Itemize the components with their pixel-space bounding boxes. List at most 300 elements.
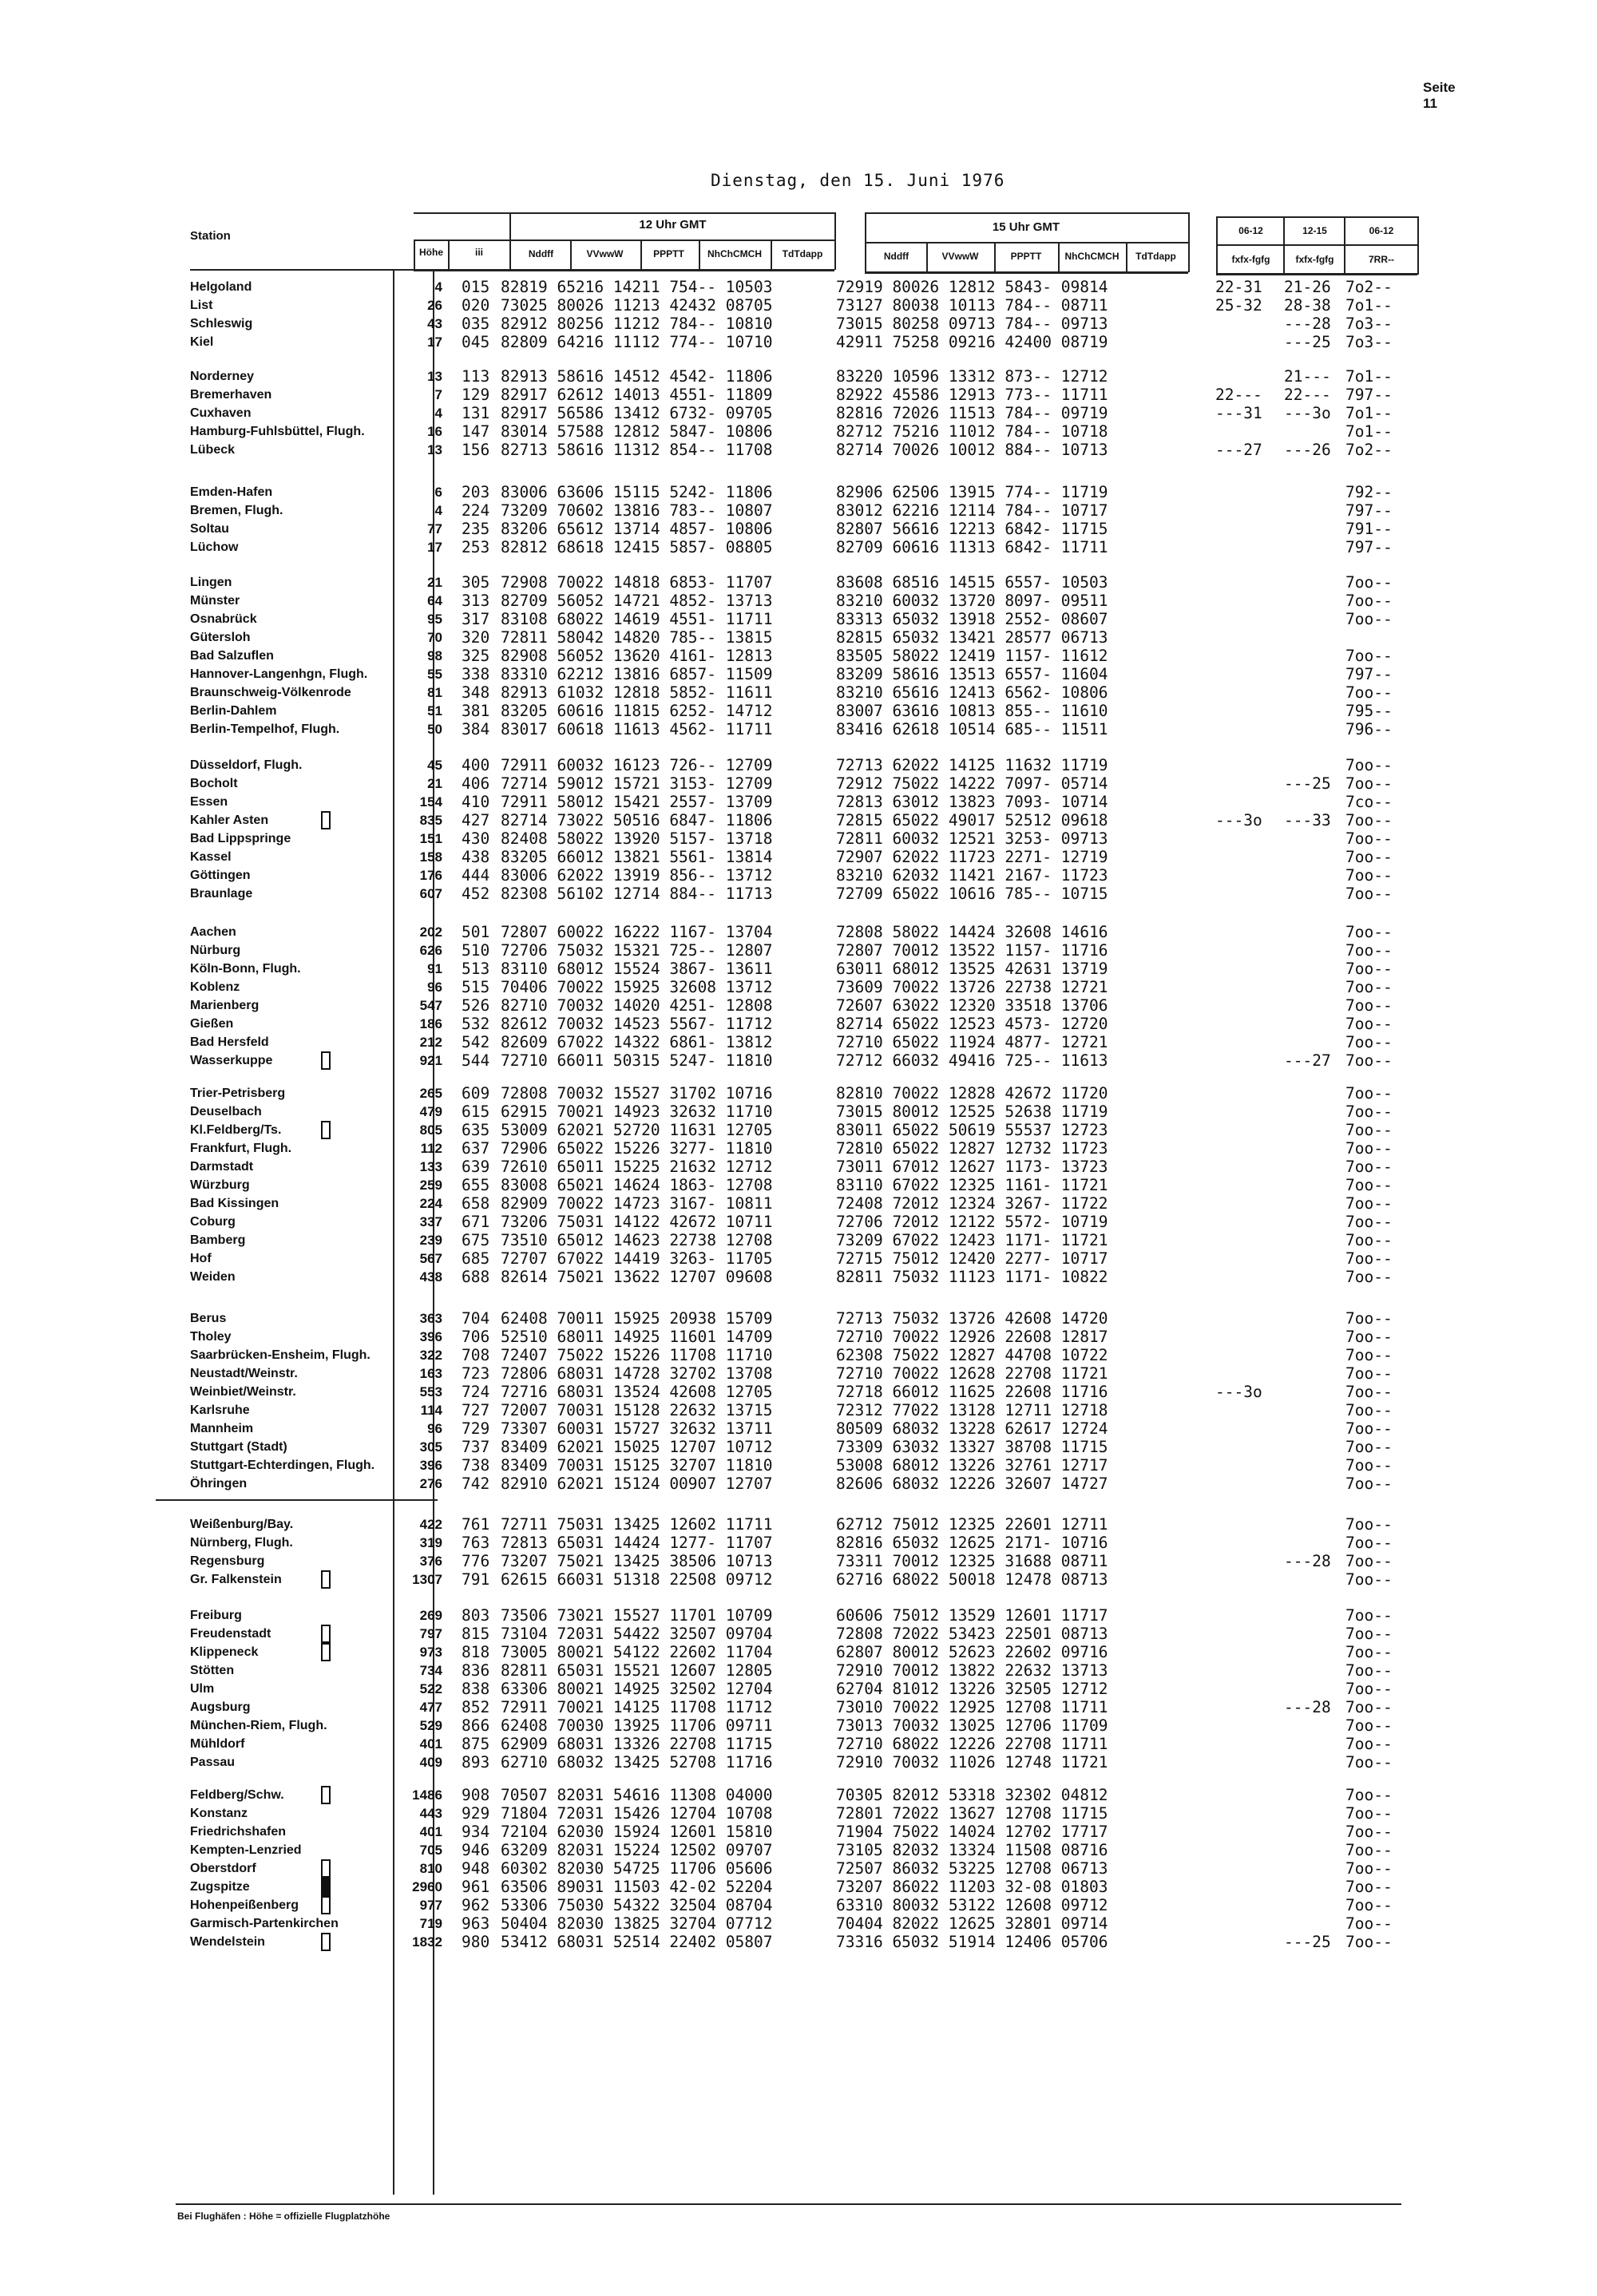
obs-15-gmt: 82807 56616 12213 6842- 11715 xyxy=(836,520,1108,538)
station-height: 224 xyxy=(419,1196,442,1211)
station-name: Osnabrück xyxy=(190,612,257,626)
station-name: Kiel xyxy=(190,335,214,349)
station-name: Augsburg xyxy=(190,1700,251,1714)
obs-12-gmt: 82809 64216 11112 774-- 10710 xyxy=(501,333,773,351)
extra-bot-col-1: fxfx-fgfg xyxy=(1295,254,1334,265)
precip-06-12: 7oo-- xyxy=(1345,1194,1393,1213)
obs-12-gmt: 73209 70602 13816 783-- 10807 xyxy=(501,501,773,520)
station-height: 805 xyxy=(419,1122,442,1138)
obs-12-gmt: 83110 68012 15524 3867- 13611 xyxy=(501,960,773,978)
station-number: 948 xyxy=(462,1859,490,1878)
precip-06-12: 7oo-- xyxy=(1345,1914,1393,1933)
precip-06-12: 7oo-- xyxy=(1345,1859,1393,1878)
table-row xyxy=(0,1084,1597,1102)
station-name: Aachen xyxy=(190,925,236,939)
square-icon xyxy=(321,1643,331,1661)
gust-12-15: 21--- xyxy=(1284,367,1331,386)
table-row xyxy=(0,996,1597,1015)
h15-col-3: NhChCMCH xyxy=(1064,251,1119,262)
station-number: 113 xyxy=(462,367,490,386)
h12-col-3: NhChCMCH xyxy=(707,248,762,259)
station-number: 929 xyxy=(462,1804,490,1823)
station-number: 406 xyxy=(462,774,490,793)
precip-06-12: 7o1-- xyxy=(1345,367,1393,386)
table-row xyxy=(0,1753,1597,1771)
station-name: Stuttgart-Echterdingen, Flugh. xyxy=(190,1459,375,1472)
station-number: 908 xyxy=(462,1786,490,1804)
station-number: 706 xyxy=(462,1328,490,1346)
precip-06-12: 795-- xyxy=(1345,702,1393,720)
station-number: 203 xyxy=(462,483,490,501)
station-number: 675 xyxy=(462,1231,490,1249)
station-group xyxy=(0,923,1597,1070)
station-name: Düsseldorf, Flugh. xyxy=(190,758,303,772)
precip-06-12: 7oo-- xyxy=(1345,647,1393,665)
gust-12-15: 22--- xyxy=(1284,386,1331,404)
table-row xyxy=(0,1194,1597,1213)
rule-line xyxy=(570,239,572,270)
table-row xyxy=(0,941,1597,960)
precip-06-12: 7o2-- xyxy=(1345,441,1393,459)
rule-line xyxy=(1188,242,1190,272)
table-row xyxy=(0,1364,1597,1383)
obs-15-gmt: 82709 60616 11313 6842- 11711 xyxy=(836,538,1108,556)
station-height: 319 xyxy=(419,1535,442,1550)
precip-06-12: 7oo-- xyxy=(1345,1534,1393,1552)
station-number: 738 xyxy=(462,1456,490,1475)
station-number: 639 xyxy=(462,1158,490,1176)
obs-15-gmt: 83012 62216 12114 784-- 10717 xyxy=(836,501,1108,520)
table-row xyxy=(0,1570,1597,1589)
obs-12-gmt: 83409 62021 15025 12707 10712 xyxy=(501,1438,773,1456)
rule-line xyxy=(1344,216,1345,275)
station-name: München-Riem, Flugh. xyxy=(190,1719,327,1732)
precip-06-12: 7oo-- xyxy=(1345,866,1393,885)
rule-line xyxy=(834,239,836,270)
table-row xyxy=(0,1158,1597,1176)
obs-15-gmt: 60606 75012 13529 12601 11717 xyxy=(836,1606,1108,1625)
station-height: 977 xyxy=(419,1898,442,1913)
station-number: 761 xyxy=(462,1515,490,1534)
gust-06-12: 22--- xyxy=(1215,386,1262,404)
station-height: 1832 xyxy=(412,1934,442,1950)
obs-12-gmt: 72911 58012 15421 2557- 13709 xyxy=(501,793,773,811)
station-number: 708 xyxy=(462,1346,490,1364)
station-number: 513 xyxy=(462,960,490,978)
obs-15-gmt: 73013 70032 13025 12706 11709 xyxy=(836,1716,1108,1735)
table-row xyxy=(0,1643,1597,1661)
station-number: 655 xyxy=(462,1176,490,1194)
obs-12-gmt: 83017 60618 11613 4562- 11711 xyxy=(501,720,773,738)
obs-12-gmt: 83205 66012 13821 5561- 13814 xyxy=(501,848,773,866)
precip-06-12: 791-- xyxy=(1345,520,1393,538)
obs-12-gmt: 62915 70021 14923 32632 11710 xyxy=(501,1102,773,1121)
rule-line xyxy=(176,2203,1401,2205)
rule-line xyxy=(1216,273,1417,275)
obs-15-gmt: 82811 75032 11123 1171- 10822 xyxy=(836,1268,1108,1286)
obs-12-gmt: 83006 62022 13919 856-- 13712 xyxy=(501,866,773,885)
obs-15-gmt: 73010 70022 12925 12708 11711 xyxy=(836,1698,1108,1716)
square-icon xyxy=(321,1786,331,1804)
station-number: 131 xyxy=(462,404,490,422)
obs-15-gmt: 83313 65032 13918 2552- 08607 xyxy=(836,610,1108,628)
table-row xyxy=(0,720,1597,738)
station-number: 253 xyxy=(462,538,490,556)
station-number: 980 xyxy=(462,1933,490,1951)
station-name: Hohenpeißenberg xyxy=(190,1898,299,1912)
table-row xyxy=(0,1231,1597,1249)
precip-06-12: 7oo-- xyxy=(1345,1139,1393,1158)
precip-06-12: 7oo-- xyxy=(1345,1625,1393,1643)
obs-12-gmt: 70507 82031 54616 11308 04000 xyxy=(501,1786,773,1804)
precip-06-12: 7oo-- xyxy=(1345,1716,1393,1735)
station-height: 835 xyxy=(419,813,442,828)
obs-15-gmt: 72815 65022 49017 52512 09618 xyxy=(836,811,1108,829)
gust-12-15: ---33 xyxy=(1284,811,1331,829)
obs-12-gmt: 72906 65022 15226 3277- 11810 xyxy=(501,1139,773,1158)
obs-15-gmt: 82714 65022 12523 4573- 12720 xyxy=(836,1015,1108,1033)
precip-06-12: 7oo-- xyxy=(1345,1680,1393,1698)
obs-15-gmt: 72507 86032 53225 12708 06713 xyxy=(836,1859,1108,1878)
station-height: 797 xyxy=(419,1626,442,1641)
table-row xyxy=(0,1661,1597,1680)
station-name: Berlin-Dahlem xyxy=(190,704,277,718)
station-group xyxy=(0,756,1597,903)
obs-12-gmt: 83008 65021 14624 1863- 12708 xyxy=(501,1176,773,1194)
precip-06-12: 7oo-- xyxy=(1345,1051,1393,1070)
obs-12-gmt: 71804 72031 15426 12704 10708 xyxy=(501,1804,773,1823)
station-name: Essen xyxy=(190,795,228,809)
obs-15-gmt: 80509 68032 13228 62617 12724 xyxy=(836,1419,1108,1438)
table-row xyxy=(0,1698,1597,1716)
station-name: Gr. Falkenstein xyxy=(190,1573,282,1586)
precip-06-12: 7oo-- xyxy=(1345,978,1393,996)
station-group xyxy=(0,573,1597,738)
table-row xyxy=(0,885,1597,903)
station-number: 035 xyxy=(462,315,490,333)
table-row xyxy=(0,386,1597,404)
station-name: Weiden xyxy=(190,1270,236,1284)
precip-06-12: 7oo-- xyxy=(1345,885,1393,903)
station-height: 810 xyxy=(419,1861,442,1876)
station-height: 396 xyxy=(419,1329,442,1344)
station-name: Bad Lippspringe xyxy=(190,832,291,845)
table-row xyxy=(0,1680,1597,1698)
station-number: 852 xyxy=(462,1698,490,1716)
obs-15-gmt: 72808 58022 14424 32608 14616 xyxy=(836,923,1108,941)
station-name: Zugspitze xyxy=(190,1880,250,1894)
precip-06-12: 7oo-- xyxy=(1345,1158,1393,1176)
station-name: Bremerhaven xyxy=(190,388,272,402)
station-name: Garmisch-Partenkirchen xyxy=(190,1917,339,1930)
gust-12-15: ---28 xyxy=(1284,315,1331,333)
station-name: Münster xyxy=(190,594,240,608)
obs-15-gmt: 72713 75032 13726 42608 14720 xyxy=(836,1309,1108,1328)
station-number: 305 xyxy=(462,573,490,592)
table-row xyxy=(0,978,1597,996)
station-number: 615 xyxy=(462,1102,490,1121)
station-name: Bad Hersfeld xyxy=(190,1035,269,1049)
station-name: Mannheim xyxy=(190,1422,254,1435)
station-number: 763 xyxy=(462,1534,490,1552)
table-row xyxy=(0,1515,1597,1534)
station-name: Lingen xyxy=(190,576,232,589)
station-number: 224 xyxy=(462,501,490,520)
obs-15-gmt: 72408 72012 12324 3267- 11722 xyxy=(836,1194,1108,1213)
station-height: 43 xyxy=(427,316,442,331)
obs-12-gmt: 63306 80021 14925 32502 12704 xyxy=(501,1680,773,1698)
station-number: 893 xyxy=(462,1753,490,1771)
station-height: 21 xyxy=(427,575,442,590)
station-number: 727 xyxy=(462,1401,490,1419)
rule-line xyxy=(156,1499,438,1501)
precip-06-12: 7oo-- xyxy=(1345,1364,1393,1383)
precip-06-12: 7oo-- xyxy=(1345,996,1393,1015)
obs-12-gmt: 82709 56052 14721 4852- 13713 xyxy=(501,592,773,610)
precip-06-12: 797-- xyxy=(1345,538,1393,556)
table-row xyxy=(0,1606,1597,1625)
station-height: 163 xyxy=(419,1366,442,1381)
obs-12-gmt: 72911 60032 16123 726-- 12709 xyxy=(501,756,773,774)
obs-12-gmt: 62909 68031 13326 22708 11715 xyxy=(501,1735,773,1753)
square-icon xyxy=(321,1896,331,1914)
obs-12-gmt: 72806 68031 14728 32702 13708 xyxy=(501,1364,773,1383)
station-name: Trier-Petrisberg xyxy=(190,1087,286,1100)
station-number: 515 xyxy=(462,978,490,996)
station-group xyxy=(0,1084,1597,1286)
table-row xyxy=(0,422,1597,441)
station-height: 522 xyxy=(419,1681,442,1696)
obs-12-gmt: 72710 66011 50315 5247- 11810 xyxy=(501,1051,773,1070)
obs-15-gmt: 82712 75216 11012 784-- 10718 xyxy=(836,422,1108,441)
obs-15-gmt: 73316 65032 51914 12406 05706 xyxy=(836,1933,1108,1951)
table-row xyxy=(0,866,1597,885)
station-name: Klippeneck xyxy=(190,1645,259,1659)
obs-12-gmt: 83310 62212 13816 6857- 11509 xyxy=(501,665,773,683)
precip-06-12: 7oo-- xyxy=(1345,1643,1393,1661)
table-row xyxy=(0,793,1597,811)
station-name: Passau xyxy=(190,1756,236,1769)
station-number: 338 xyxy=(462,665,490,683)
table-row xyxy=(0,501,1597,520)
rule-line xyxy=(509,212,511,241)
station-name: Stuttgart (Stadt) xyxy=(190,1440,287,1454)
station-name: Freudenstadt xyxy=(190,1627,271,1641)
station-height: 55 xyxy=(427,667,442,682)
station-number: 015 xyxy=(462,278,490,296)
station-number: 381 xyxy=(462,702,490,720)
station-number: 866 xyxy=(462,1716,490,1735)
obs-12-gmt: 82308 56102 12714 884-- 11713 xyxy=(501,885,773,903)
station-height: 269 xyxy=(419,1608,442,1623)
station-name: Norderney xyxy=(190,370,255,383)
station-name: Deuselbach xyxy=(190,1105,262,1118)
station-name: Kempten-Lenzried xyxy=(190,1843,302,1857)
obs-12-gmt: 82908 56052 13620 4161- 12813 xyxy=(501,647,773,665)
rule-line xyxy=(190,269,414,271)
station-name: Ulm xyxy=(190,1682,215,1696)
station-height: 81 xyxy=(427,685,442,700)
station-height: 422 xyxy=(419,1517,442,1532)
station-name: Marienberg xyxy=(190,999,260,1012)
obs-12-gmt: 82910 62021 15124 00907 12707 xyxy=(501,1475,773,1493)
obs-12-gmt: 82912 80256 11212 784-- 10810 xyxy=(501,315,773,333)
table-row xyxy=(0,1914,1597,1933)
station-height: 96 xyxy=(427,1421,442,1436)
precip-06-12: 7o1-- xyxy=(1345,404,1393,422)
table-row xyxy=(0,1051,1597,1070)
precip-06-12: 7oo-- xyxy=(1345,1698,1393,1716)
station-height: 4 xyxy=(434,503,442,518)
gust-12-15: ---26 xyxy=(1284,441,1331,459)
obs-12-gmt: 72707 67022 14419 3263- 11705 xyxy=(501,1249,773,1268)
table-row xyxy=(0,683,1597,702)
obs-12-gmt: 72706 75032 15321 725-- 12807 xyxy=(501,941,773,960)
precip-06-12: 7oo-- xyxy=(1345,1606,1393,1625)
precip-06-12: 7oo-- xyxy=(1345,848,1393,866)
precip-06-12: 7oo-- xyxy=(1345,1084,1393,1102)
precip-06-12: 7oo-- xyxy=(1345,1249,1393,1268)
table-row xyxy=(0,1102,1597,1121)
table-row xyxy=(0,1139,1597,1158)
precip-06-12: 7oo-- xyxy=(1345,923,1393,941)
station-number: 452 xyxy=(462,885,490,903)
table-row xyxy=(0,1383,1597,1401)
obs-15-gmt: 83416 62618 10514 685-- 11511 xyxy=(836,720,1108,738)
station-number: 803 xyxy=(462,1606,490,1625)
obs-15-gmt: 63310 80032 53122 12608 09712 xyxy=(836,1896,1108,1914)
table-row xyxy=(0,702,1597,720)
table-row xyxy=(0,1625,1597,1643)
station-number: 729 xyxy=(462,1419,490,1438)
square-icon xyxy=(321,1051,331,1070)
table-row xyxy=(0,923,1597,941)
station-height: 96 xyxy=(427,980,442,995)
station-height: 91 xyxy=(427,961,442,976)
obs-15-gmt: 72808 72022 53423 22501 08713 xyxy=(836,1625,1108,1643)
rule-line xyxy=(448,239,450,270)
station-number: 815 xyxy=(462,1625,490,1643)
precip-06-12: 7oo-- xyxy=(1345,1804,1393,1823)
table-row xyxy=(0,1346,1597,1364)
obs-12-gmt: 73207 75021 13425 38506 10713 xyxy=(501,1552,773,1570)
gust-12-15: ---28 xyxy=(1284,1698,1331,1716)
obs-15-gmt: 72813 63012 13823 7093- 10714 xyxy=(836,793,1108,811)
obs-12-gmt: 82614 75021 13622 12707 09608 xyxy=(501,1268,773,1286)
station-name: Braunschweig-Völkenrode xyxy=(190,686,351,699)
station-number: 637 xyxy=(462,1139,490,1158)
obs-15-gmt: 83210 62032 11421 2167- 11723 xyxy=(836,866,1108,885)
precip-06-12: 7oo-- xyxy=(1345,1176,1393,1194)
table-row xyxy=(0,278,1597,296)
gust-12-15: ---27 xyxy=(1284,1051,1331,1070)
obs-15-gmt: 73209 67022 12423 1171- 11721 xyxy=(836,1231,1108,1249)
station-name: Öhringen xyxy=(190,1477,248,1490)
precip-06-12: 797-- xyxy=(1345,665,1393,683)
station-number: 737 xyxy=(462,1438,490,1456)
obs-12-gmt: 72104 62030 15924 12601 15810 xyxy=(501,1823,773,1841)
obs-12-gmt: 82710 70032 14020 4251- 12808 xyxy=(501,996,773,1015)
obs-12-gmt: 62710 68032 13425 52708 11716 xyxy=(501,1753,773,1771)
station-number: 875 xyxy=(462,1735,490,1753)
station-height: 305 xyxy=(419,1439,442,1455)
precip-06-12: 7o3-- xyxy=(1345,333,1393,351)
gust-12-15: ---25 xyxy=(1284,1933,1331,1951)
square-icon xyxy=(321,1859,331,1878)
rule-line xyxy=(1216,244,1417,246)
precip-06-12: 7oo-- xyxy=(1345,1878,1393,1896)
station-height: 259 xyxy=(419,1178,442,1193)
precip-06-12: 7oo-- xyxy=(1345,1328,1393,1346)
precip-06-12: 7oo-- xyxy=(1345,1786,1393,1804)
gust-06-12: ---27 xyxy=(1215,441,1262,459)
station-height: 158 xyxy=(419,849,442,865)
station-height: 95 xyxy=(427,612,442,627)
table-row xyxy=(0,1249,1597,1268)
table-row xyxy=(0,1213,1597,1231)
extra-top-col-0: 06-12 xyxy=(1238,225,1263,236)
obs-12-gmt: 82913 61032 12818 5852- 11611 xyxy=(501,683,773,702)
obs-15-gmt: 42911 75258 09216 42400 08719 xyxy=(836,333,1108,351)
obs-15-gmt: 62716 68022 50018 12478 08713 xyxy=(836,1570,1108,1589)
obs-12-gmt: 62408 70011 15925 20938 15709 xyxy=(501,1309,773,1328)
square-icon xyxy=(321,1121,331,1139)
precip-06-12: 7oo-- xyxy=(1345,592,1393,610)
rule-line xyxy=(699,239,700,270)
table-row xyxy=(0,1401,1597,1419)
station-number: 685 xyxy=(462,1249,490,1268)
station-height: 607 xyxy=(419,886,442,901)
station-name: Tholey xyxy=(190,1330,232,1344)
obs-12-gmt: 82909 70022 14723 3167- 10811 xyxy=(501,1194,773,1213)
obs-12-gmt: 72714 59012 15721 3153- 12709 xyxy=(501,774,773,793)
precip-06-12: 7o3-- xyxy=(1345,315,1393,333)
obs-12-gmt: 52510 68011 14925 11601 14709 xyxy=(501,1328,773,1346)
station-group xyxy=(0,278,1597,351)
table-row xyxy=(0,1033,1597,1051)
station-name: Darmstadt xyxy=(190,1160,254,1174)
station-number: 532 xyxy=(462,1015,490,1033)
group15-title: 15 Uhr GMT xyxy=(992,220,1060,234)
station-number: 818 xyxy=(462,1643,490,1661)
square-icon xyxy=(321,811,331,829)
station-name: Wendelstein xyxy=(190,1935,265,1949)
rule-line xyxy=(1216,216,1218,275)
precip-06-12: 797-- xyxy=(1345,386,1393,404)
table-row xyxy=(0,1015,1597,1033)
obs-15-gmt: 72907 62022 11723 2271- 12719 xyxy=(836,848,1108,866)
obs-12-gmt: 73506 73021 15527 11701 10709 xyxy=(501,1606,773,1625)
precip-06-12: 7oo-- xyxy=(1345,756,1393,774)
rule-line xyxy=(926,242,928,272)
station-name: Coburg xyxy=(190,1215,236,1229)
station-number: 438 xyxy=(462,848,490,866)
station-name: Bamberg xyxy=(190,1233,246,1247)
station-name: Bad Salzuflen xyxy=(190,649,274,663)
station-number: 444 xyxy=(462,866,490,885)
obs-12-gmt: 62408 70030 13925 11706 09711 xyxy=(501,1716,773,1735)
precip-06-12: 7oo-- xyxy=(1345,1438,1393,1456)
rule-line xyxy=(1216,216,1417,218)
obs-15-gmt: 71904 75022 14024 12702 17717 xyxy=(836,1823,1108,1841)
precip-06-12: 7oo-- xyxy=(1345,1102,1393,1121)
obs-12-gmt: 83006 63606 15115 5242- 11806 xyxy=(501,483,773,501)
precip-06-12: 797-- xyxy=(1345,501,1393,520)
obs-15-gmt: 62807 80012 52623 22602 09716 xyxy=(836,1643,1108,1661)
precip-06-12: 7oo-- xyxy=(1345,774,1393,793)
obs-15-gmt: 83220 10596 13312 873-- 12712 xyxy=(836,367,1108,386)
precip-06-12: 7oo-- xyxy=(1345,1401,1393,1419)
